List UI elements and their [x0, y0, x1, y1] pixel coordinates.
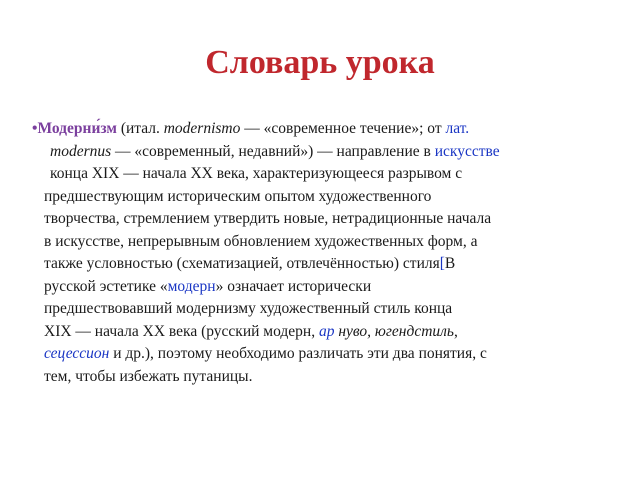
- definition-line-4: предшествующим историческим опытом художественного: [44, 187, 432, 205]
- style-names: нуво, югендстиль: [334, 322, 454, 340]
- definition-text: русской эстетике «: [44, 277, 168, 295]
- latin-word: modernus: [50, 142, 112, 160]
- italian-word: modernismo: [163, 120, 241, 137]
- definition-line-5: творчества, стремлением утвердить новые, нетрадиционные начала: [44, 210, 492, 227]
- footnote-link[interactable]: [: [439, 255, 445, 272]
- bullet-marker: •: [32, 120, 38, 137]
- definition-line-2: [32, 141, 607, 164]
- term-modernism: Модерни́зм: [37, 120, 117, 137]
- link-art[interactable]: искусстве: [434, 142, 500, 160]
- slide-title: Словарь урока: [205, 44, 435, 81]
- definition-text: ,: [453, 322, 458, 340]
- definition-line-12: тем, чтобы избежать путаницы.: [44, 367, 253, 385]
- definition-line-10: [32, 321, 607, 344]
- definition-line-3: конца XIX — начала XX века, характеризующееся разрывом с: [50, 165, 463, 182]
- definition-text: » означает исторически: [215, 277, 372, 295]
- link-latin[interactable]: лат.: [445, 120, 470, 137]
- definition-text: — «современное течение»; от: [240, 120, 446, 137]
- definition-line-6: в искусстве, непрерывным обновлением художественных форм, а: [44, 232, 478, 250]
- definition-line-11: [32, 343, 607, 366]
- definition-line-7: [32, 253, 607, 276]
- definition-line-8: [32, 276, 607, 299]
- definition-text: — «современный, недавний») — направление в: [111, 142, 435, 160]
- definition-block: [32, 118, 607, 388]
- link-art-nouveau[interactable]: ар: [318, 322, 335, 340]
- definition-line-1: [32, 118, 607, 141]
- definition-text: также условностью (схематизацией, отвлечённостью) стиля: [44, 255, 440, 272]
- link-secession[interactable]: сецессион: [44, 345, 110, 362]
- definition-text: В: [444, 255, 456, 272]
- definition-text: XIX — начала XX века (русский модерн,: [44, 322, 319, 340]
- link-modern[interactable]: модерн: [167, 277, 216, 295]
- definition-text: и др.), поэтому необходимо различать эти два понятия, с: [109, 345, 487, 362]
- definition-text: (итал.: [116, 120, 164, 137]
- definition-line-9: предшествовавший модернизму художественный стиль конца: [44, 300, 453, 317]
